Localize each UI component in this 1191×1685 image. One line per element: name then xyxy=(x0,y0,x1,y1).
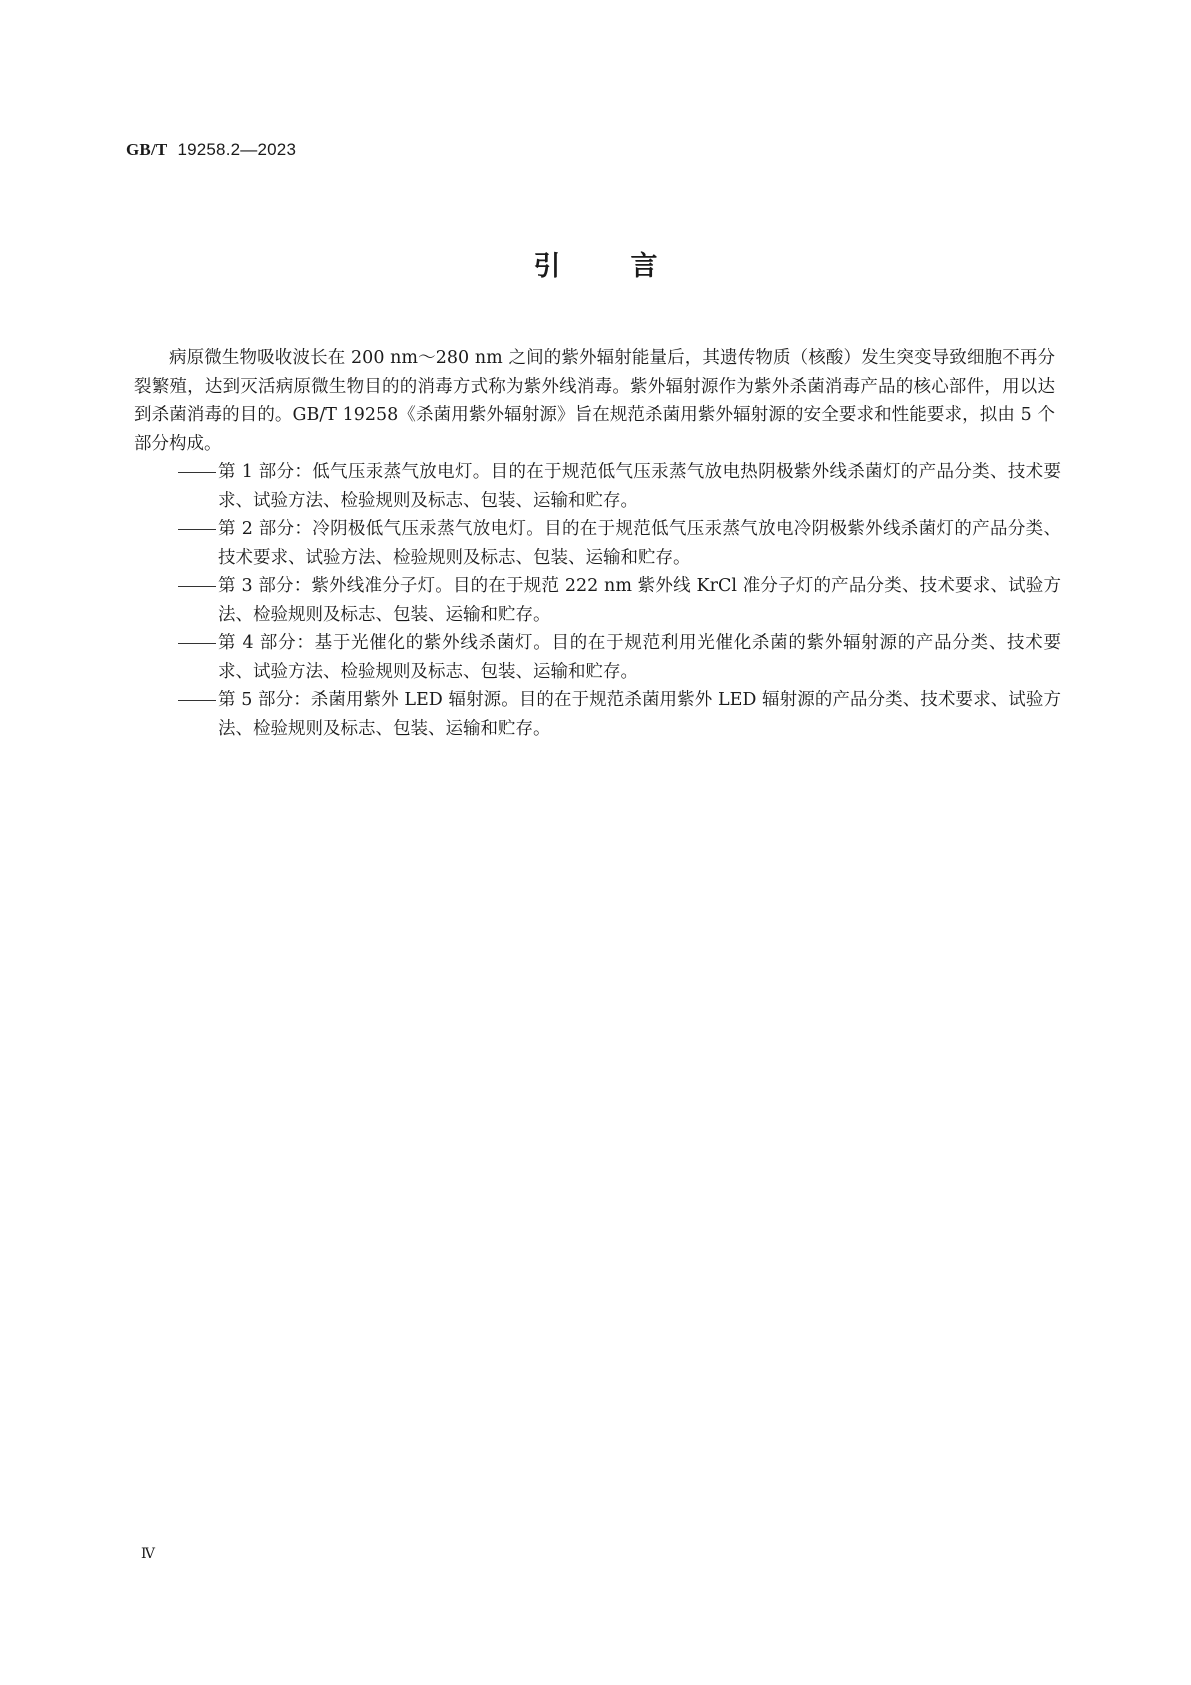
list-item-part-5 xyxy=(176,686,1061,743)
part-text: 第 5 部分：杀菌用紫外 LED 辐射源。目的在于规范杀菌用紫外 LED 辐射源的产品分类、技术要求、试验方法、检验规则及标志、包装、运输和贮存。 xyxy=(218,690,1061,739)
standard-number-header xyxy=(126,140,296,160)
part-text: 第 1 部分：低气压汞蒸气放电灯。目的在于规范低气压汞蒸气放电热阴极紫外线杀菌灯的产品分类、技术要求、试验方法、检验规则及标志、包装、运输和贮存。 xyxy=(218,462,1061,511)
page-number: Ⅳ xyxy=(141,1547,155,1562)
list-item-part-3 xyxy=(176,572,1061,629)
list-item-part-1 xyxy=(176,458,1061,515)
part-text: 第 4 部分：基于光催化的紫外线杀菌灯。目的在于规范利用光催化杀菌的紫外辐射源的产品分类、技术要求、试验方法、检验规则及标志、包装、运输和贮存。 xyxy=(218,633,1061,682)
document-body xyxy=(134,344,1061,743)
part-text: 第 3 部分：紫外线准分子灯。目的在于规范 222 nm 紫外线 KrCl 准分子灯的产品分类、技术要求、试验方法、检验规则及标志、包装、运输和贮存。 xyxy=(218,576,1061,625)
standard-prefix: GB/T xyxy=(126,140,168,159)
list-item-part-4 xyxy=(176,629,1061,686)
intro-paragraph: 病原微生物吸收波长在 200 nm～280 nm 之间的紫外辐射能量后，其遗传物质（核酸）发生突变导致细胞不再分裂繁殖，达到灭活病原微生物目的的消毒方式称为紫外线消毒。紫外辐射源作为紫外杀菌消毒产品的核心部件，用以达到杀菌消毒的目的。GB/T 19258《杀菌用紫外辐射源》旨在规范杀菌用紫外辐射源的安全要求和性能要求，拟由 5 个部分构成。 xyxy=(134,348,1055,454)
section-title xyxy=(0,244,1191,283)
title-char-2: 言 xyxy=(630,251,658,282)
standard-number: 19258.2—2023 xyxy=(177,140,297,159)
title-char-1: 引 xyxy=(533,251,561,282)
part-text: 第 2 部分：冷阴极低气压汞蒸气放电灯。目的在于规范低气压汞蒸气放电冷阴极紫外线杀菌灯的产品分类、技术要求、试验方法、检验规则及标志、包装、运输和贮存。 xyxy=(218,519,1061,568)
list-item-part-2 xyxy=(176,515,1061,572)
